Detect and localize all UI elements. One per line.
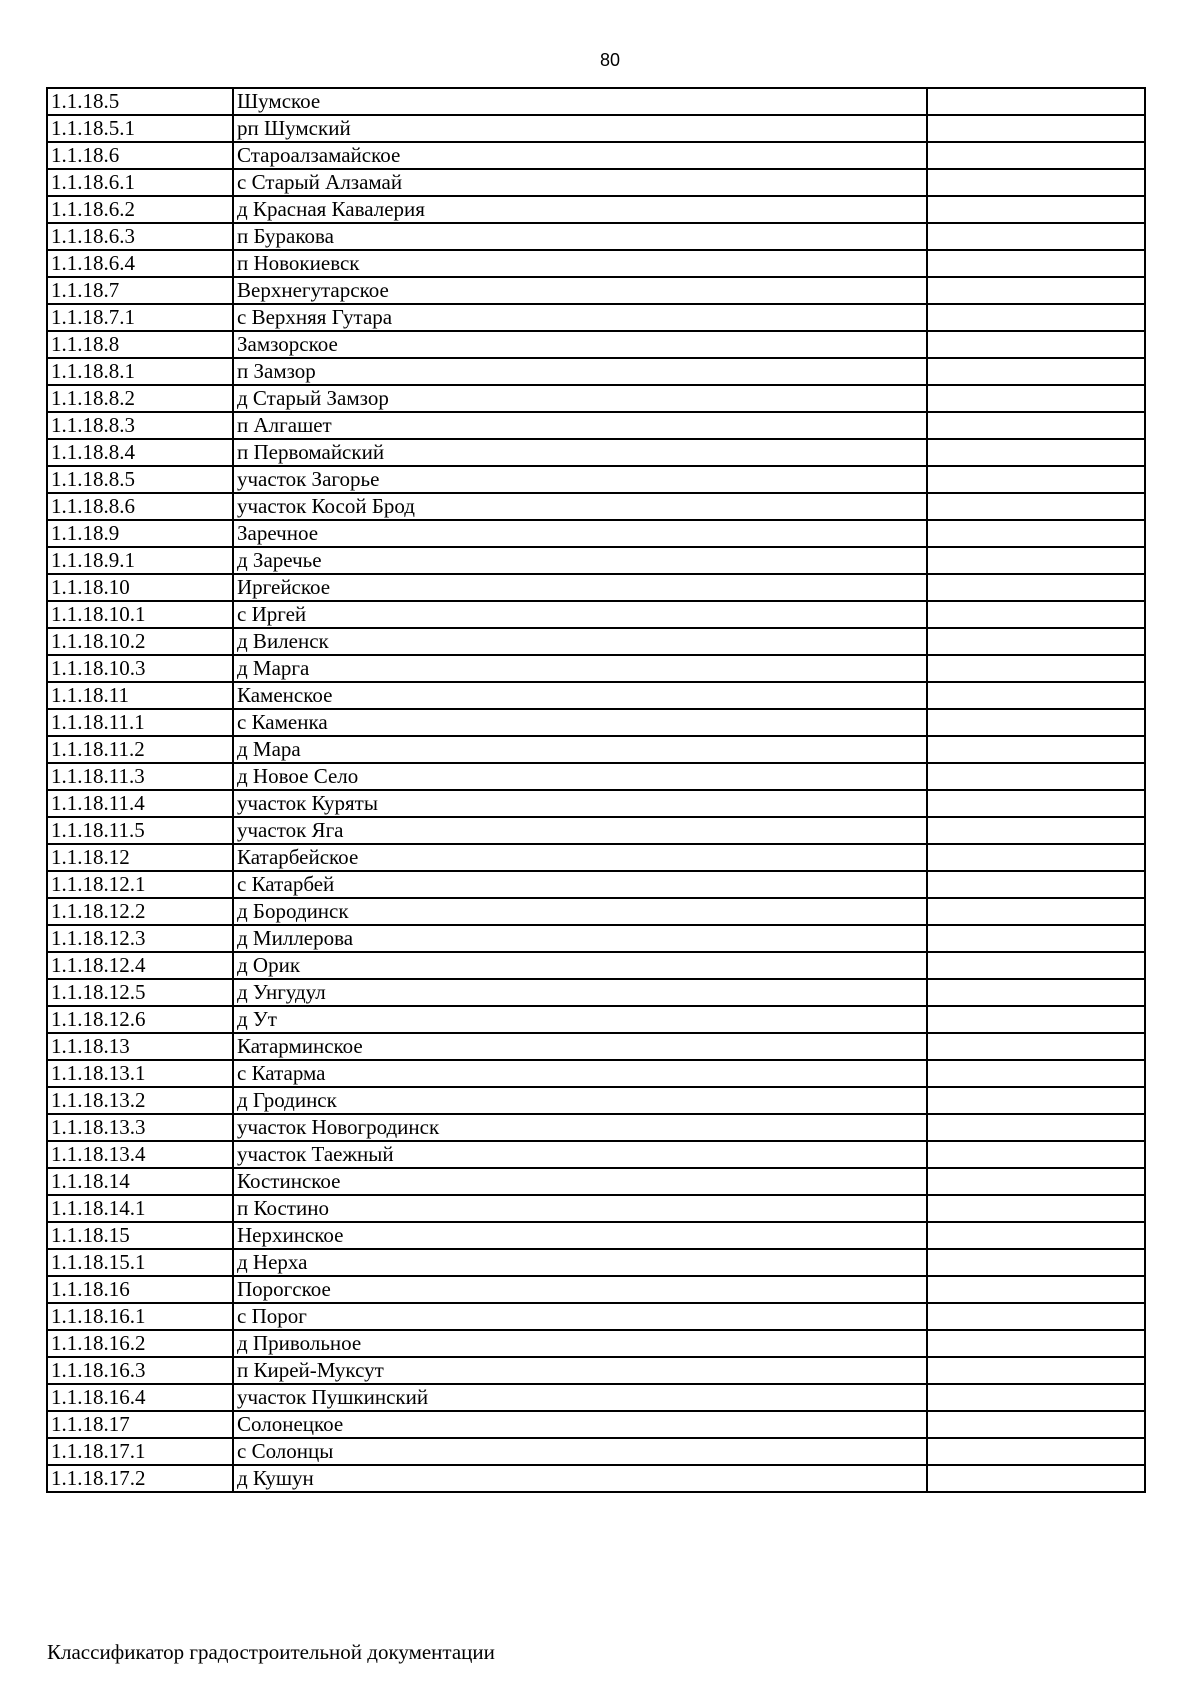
table-row [47, 1168, 1145, 1195]
name-cell: п Первомайский [233, 439, 927, 466]
table-row [47, 1303, 1145, 1330]
table-row [47, 709, 1145, 736]
code-cell: 1.1.18.17.1 [47, 1438, 233, 1465]
empty-cell [927, 925, 1145, 952]
code-cell: 1.1.18.12 [47, 844, 233, 871]
code-cell: 1.1.18.13.4 [47, 1141, 233, 1168]
table-row [47, 871, 1145, 898]
empty-cell [927, 1411, 1145, 1438]
empty-cell [927, 1438, 1145, 1465]
empty-cell [927, 817, 1145, 844]
name-cell: д Привольное [233, 1330, 927, 1357]
table-row [47, 304, 1145, 331]
table-row [47, 115, 1145, 142]
empty-cell [927, 115, 1145, 142]
name-cell: п Кирей-Муксут [233, 1357, 927, 1384]
code-cell: 1.1.18.17 [47, 1411, 233, 1438]
empty-cell [927, 1006, 1145, 1033]
table-row [47, 1222, 1145, 1249]
table-row [47, 331, 1145, 358]
name-cell: Костинское [233, 1168, 927, 1195]
page-number: 80 [599, 50, 621, 70]
code-cell: 1.1.18.5 [47, 88, 233, 115]
code-cell: 1.1.18.11.5 [47, 817, 233, 844]
empty-cell [927, 952, 1145, 979]
table-row [47, 547, 1145, 574]
code-cell: 1.1.18.13.1 [47, 1060, 233, 1087]
table-row [47, 142, 1145, 169]
empty-cell [927, 1114, 1145, 1141]
empty-cell [927, 574, 1145, 601]
name-cell: участок Куряты [233, 790, 927, 817]
name-cell: Иргейское [233, 574, 927, 601]
empty-cell [927, 1087, 1145, 1114]
code-cell: 1.1.18.13 [47, 1033, 233, 1060]
empty-cell [927, 1303, 1145, 1330]
table-row [47, 1465, 1145, 1492]
name-cell: Верхнегутарское [233, 277, 927, 304]
code-cell: 1.1.18.12.4 [47, 952, 233, 979]
empty-cell [927, 682, 1145, 709]
code-cell: 1.1.18.16 [47, 1276, 233, 1303]
code-cell: 1.1.18.17.2 [47, 1465, 233, 1492]
name-cell: Порогское [233, 1276, 927, 1303]
code-cell: 1.1.18.12.3 [47, 925, 233, 952]
code-cell: 1.1.18.11.4 [47, 790, 233, 817]
name-cell: с Старый Алзамай [233, 169, 927, 196]
table-row [47, 1141, 1145, 1168]
code-cell: 1.1.18.10 [47, 574, 233, 601]
name-cell: Катарминское [233, 1033, 927, 1060]
code-cell: 1.1.18.5.1 [47, 115, 233, 142]
name-cell: Староалзамайское [233, 142, 927, 169]
code-cell: 1.1.18.12.5 [47, 979, 233, 1006]
table-row [47, 790, 1145, 817]
empty-cell [927, 304, 1145, 331]
code-cell: 1.1.18.16.3 [47, 1357, 233, 1384]
empty-cell [927, 736, 1145, 763]
name-cell: Катарбейское [233, 844, 927, 871]
empty-cell [927, 655, 1145, 682]
empty-cell [927, 1141, 1145, 1168]
name-cell: Солонецкое [233, 1411, 927, 1438]
table-row [47, 1384, 1145, 1411]
code-cell: 1.1.18.8.4 [47, 439, 233, 466]
empty-cell [927, 1384, 1145, 1411]
code-cell: 1.1.18.8.3 [47, 412, 233, 439]
table-row [47, 817, 1145, 844]
empty-cell [927, 250, 1145, 277]
table-row [47, 979, 1145, 1006]
code-cell: 1.1.18.6.2 [47, 196, 233, 223]
name-cell: д Унгудул [233, 979, 927, 1006]
name-cell: д Миллерова [233, 925, 927, 952]
name-cell: Замзорское [233, 331, 927, 358]
table-row [47, 844, 1145, 871]
table-row [47, 682, 1145, 709]
name-cell: п Замзор [233, 358, 927, 385]
name-cell: д Нерха [233, 1249, 927, 1276]
name-cell: участок Яга [233, 817, 927, 844]
empty-cell [927, 520, 1145, 547]
name-cell: д Мара [233, 736, 927, 763]
name-cell: с Катарбей [233, 871, 927, 898]
name-cell: Шумское [233, 88, 927, 115]
name-cell: д Красная Кавалерия [233, 196, 927, 223]
empty-cell [927, 331, 1145, 358]
table-row [47, 1330, 1145, 1357]
name-cell: п Новокиевск [233, 250, 927, 277]
code-cell: 1.1.18.14.1 [47, 1195, 233, 1222]
empty-cell [927, 169, 1145, 196]
code-cell: 1.1.18.8.5 [47, 466, 233, 493]
table-row [47, 223, 1145, 250]
empty-cell [927, 88, 1145, 115]
empty-cell [927, 790, 1145, 817]
classifier-table-body [47, 88, 1145, 1492]
table-row [47, 925, 1145, 952]
empty-cell [927, 385, 1145, 412]
code-cell: 1.1.18.12.1 [47, 871, 233, 898]
name-cell: участок Новогродинск [233, 1114, 927, 1141]
table-row [47, 466, 1145, 493]
code-cell: 1.1.18.8.6 [47, 493, 233, 520]
code-cell: 1.1.18.12.2 [47, 898, 233, 925]
empty-cell [927, 1249, 1145, 1276]
empty-cell [927, 628, 1145, 655]
table-row [47, 1411, 1145, 1438]
table-row [47, 196, 1145, 223]
table-row [47, 358, 1145, 385]
table-row [47, 520, 1145, 547]
table-row [47, 898, 1145, 925]
empty-cell [927, 439, 1145, 466]
name-cell: участок Косой Брод [233, 493, 927, 520]
table-row [47, 1114, 1145, 1141]
code-cell: 1.1.18.7 [47, 277, 233, 304]
empty-cell [927, 601, 1145, 628]
table-row [47, 493, 1145, 520]
name-cell: д Старый Замзор [233, 385, 927, 412]
empty-cell [927, 709, 1145, 736]
code-cell: 1.1.18.9.1 [47, 547, 233, 574]
code-cell: 1.1.18.10.1 [47, 601, 233, 628]
empty-cell [927, 898, 1145, 925]
name-cell: д Бородинск [233, 898, 927, 925]
name-cell: участок Пушкинский [233, 1384, 927, 1411]
empty-cell [927, 196, 1145, 223]
name-cell: д Марга [233, 655, 927, 682]
table-row [47, 277, 1145, 304]
code-cell: 1.1.18.11 [47, 682, 233, 709]
table-row [47, 1060, 1145, 1087]
name-cell: д Новое Село [233, 763, 927, 790]
code-cell: 1.1.18.6 [47, 142, 233, 169]
name-cell: участок Таежный [233, 1141, 927, 1168]
table-row [47, 439, 1145, 466]
empty-cell [927, 1195, 1145, 1222]
name-cell: д Заречье [233, 547, 927, 574]
empty-cell [927, 871, 1145, 898]
empty-cell [927, 223, 1145, 250]
empty-cell [927, 277, 1145, 304]
empty-cell [927, 763, 1145, 790]
table-row [47, 655, 1145, 682]
table-row [47, 574, 1145, 601]
name-cell: с Порог [233, 1303, 927, 1330]
footer-title: Классификатор градостроительной документации [47, 1640, 495, 1664]
table-row [47, 250, 1145, 277]
code-cell: 1.1.18.7.1 [47, 304, 233, 331]
code-cell: 1.1.18.6.1 [47, 169, 233, 196]
table-row [47, 1357, 1145, 1384]
name-cell: с Катарма [233, 1060, 927, 1087]
empty-cell [927, 1168, 1145, 1195]
table-row [47, 952, 1145, 979]
code-cell: 1.1.18.15.1 [47, 1249, 233, 1276]
code-cell: 1.1.18.13.3 [47, 1114, 233, 1141]
table-row [47, 169, 1145, 196]
empty-cell [927, 1330, 1145, 1357]
code-cell: 1.1.18.14 [47, 1168, 233, 1195]
table-row [47, 763, 1145, 790]
code-cell: 1.1.18.10.2 [47, 628, 233, 655]
table-row [47, 1033, 1145, 1060]
code-cell: 1.1.18.16.4 [47, 1384, 233, 1411]
code-cell: 1.1.18.11.1 [47, 709, 233, 736]
name-cell: с Верхняя Гутара [233, 304, 927, 331]
table-row [47, 385, 1145, 412]
table-row [47, 412, 1145, 439]
table-row [47, 1195, 1145, 1222]
table-row [47, 1249, 1145, 1276]
name-cell: рп Шумский [233, 115, 927, 142]
name-cell: с Солонцы [233, 1438, 927, 1465]
name-cell: д Ут [233, 1006, 927, 1033]
table-row [47, 1438, 1145, 1465]
name-cell: д Кушун [233, 1465, 927, 1492]
empty-cell [927, 412, 1145, 439]
code-cell: 1.1.18.9 [47, 520, 233, 547]
empty-cell [927, 1060, 1145, 1087]
table-row [47, 1087, 1145, 1114]
name-cell: д Орик [233, 952, 927, 979]
empty-cell [927, 466, 1145, 493]
name-cell: Заречное [233, 520, 927, 547]
code-cell: 1.1.18.11.2 [47, 736, 233, 763]
code-cell: 1.1.18.8.2 [47, 385, 233, 412]
name-cell: п Костино [233, 1195, 927, 1222]
code-cell: 1.1.18.15 [47, 1222, 233, 1249]
empty-cell [927, 1033, 1145, 1060]
empty-cell [927, 1465, 1145, 1492]
code-cell: 1.1.18.16.1 [47, 1303, 233, 1330]
empty-cell [927, 979, 1145, 1006]
table-row [47, 1276, 1145, 1303]
code-cell: 1.1.18.6.3 [47, 223, 233, 250]
empty-cell [927, 1276, 1145, 1303]
empty-cell [927, 358, 1145, 385]
name-cell: Нерхинское [233, 1222, 927, 1249]
table-row [47, 736, 1145, 763]
code-cell: 1.1.18.10.3 [47, 655, 233, 682]
code-cell: 1.1.18.13.2 [47, 1087, 233, 1114]
table-row [47, 1006, 1145, 1033]
empty-cell [927, 493, 1145, 520]
name-cell: Каменское [233, 682, 927, 709]
name-cell: д Гродинск [233, 1087, 927, 1114]
classifier-table [46, 87, 1146, 1493]
empty-cell [927, 142, 1145, 169]
code-cell: 1.1.18.11.3 [47, 763, 233, 790]
empty-cell [927, 1222, 1145, 1249]
code-cell: 1.1.18.8.1 [47, 358, 233, 385]
empty-cell [927, 844, 1145, 871]
code-cell: 1.1.18.12.6 [47, 1006, 233, 1033]
code-cell: 1.1.18.6.4 [47, 250, 233, 277]
table-row [47, 601, 1145, 628]
name-cell: п Алгашет [233, 412, 927, 439]
name-cell: с Иргей [233, 601, 927, 628]
empty-cell [927, 1357, 1145, 1384]
table-row [47, 88, 1145, 115]
table-row [47, 628, 1145, 655]
code-cell: 1.1.18.8 [47, 331, 233, 358]
name-cell: с Каменка [233, 709, 927, 736]
empty-cell [927, 547, 1145, 574]
name-cell: участок Загорье [233, 466, 927, 493]
name-cell: п Буракова [233, 223, 927, 250]
name-cell: д Виленск [233, 628, 927, 655]
code-cell: 1.1.18.16.2 [47, 1330, 233, 1357]
